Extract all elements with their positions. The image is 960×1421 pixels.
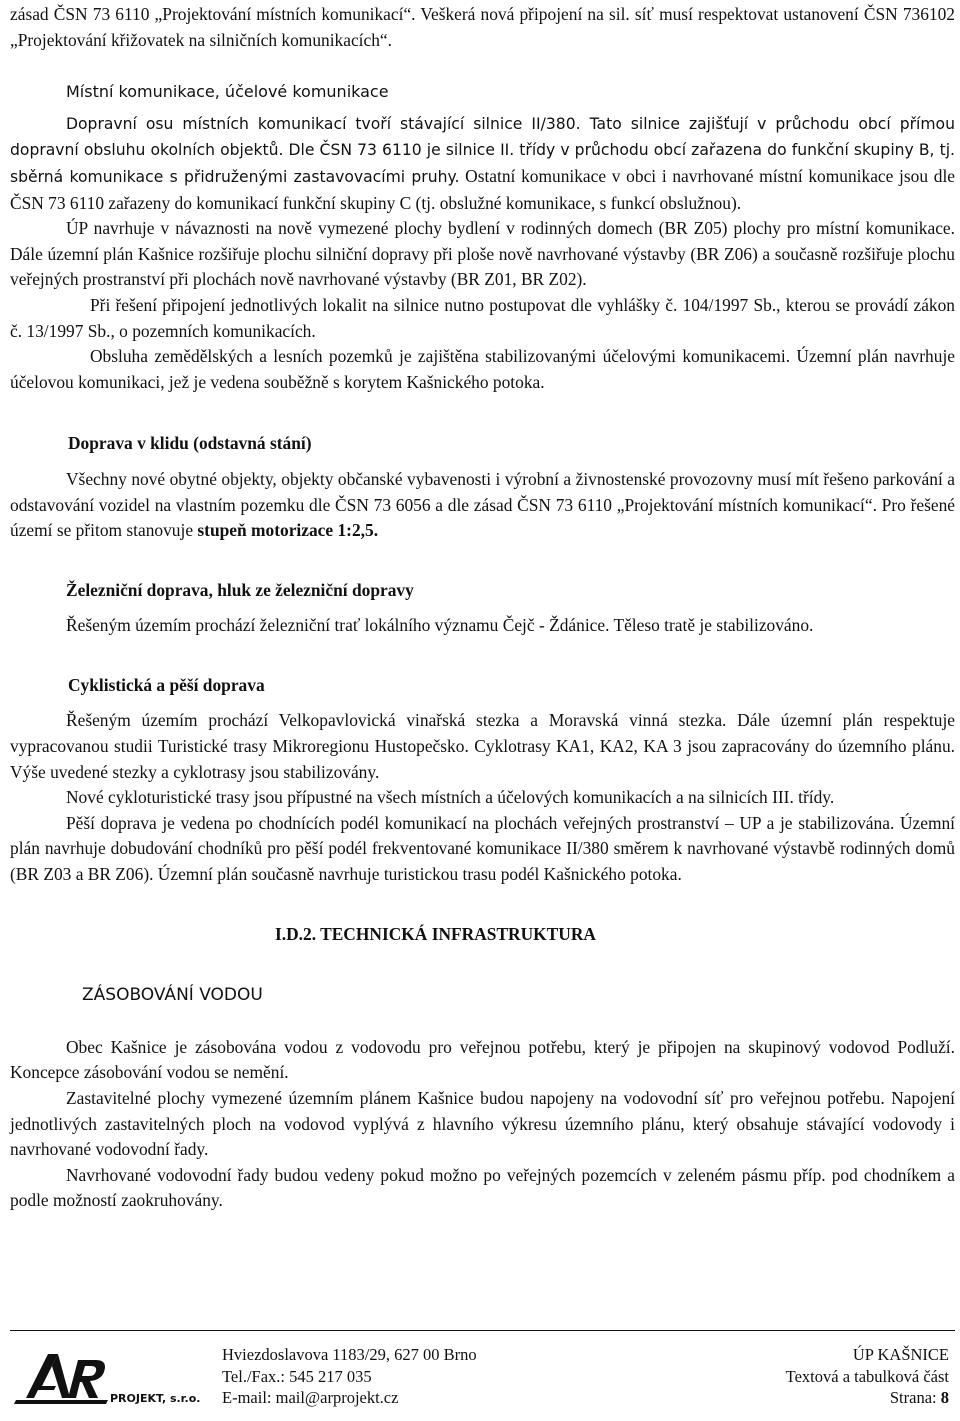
paragraph-dopravni-osa	[10, 111, 955, 216]
company-logo	[12, 1340, 222, 1410]
page-label: Strana:	[889, 1388, 941, 1407]
page-indicator	[786, 1387, 949, 1409]
page-number: 8	[940, 1388, 949, 1407]
heading-doprava-v-klidu: Doprava v klidu (odstavná stání)	[68, 433, 312, 454]
heading-cyklisticka-doprava: Cyklistická a pěší doprava	[68, 674, 265, 695]
heading-zeleznicni-doprava: Železniční doprava, hluk ze železniční dopravy	[66, 579, 414, 600]
document-info-block	[786, 1344, 949, 1409]
paragraph-vodovodni-rady: Navrhované vodovodní řady budou vedeny pokud možno po veřejných pozemcích v zeleném pásmu příp. pod chodníkem a podle možností zaokruhovány.	[10, 1164, 955, 1211]
paragraph-text-part: Tato silnice zajišťují v průchodu obcí přímou dopravní obsluhu okolních objektů. Dle ČSN 73 6110 je silnice II. třídy v průchodu obcí zařazena do funkční skupiny B, tj. sběrná komunikace s přidruženými zastavovacími pruhy.	[10, 114, 955, 186]
paragraph-cykloturisticke: Nové cykloturistické trasy jsou přípustné na všech místních a účelových komunikacích a na silnicích III. třídy.	[66, 787, 835, 808]
paragraph-intro: zásad ČSN 73 6110 „Projektování místních komunikací“. Veškerá nová připojení na sil. síť musí respektovat ustanovení ČSN 736102 „Projektování křižovatek na silničních komunikacích“.	[10, 4, 955, 50]
company-address-block	[222, 1344, 477, 1409]
paragraph-pesi-doprava: Pěší doprava je vedena po chodnících podél komunikací na plochách veřejných prostranství – UP a je stabilizována. Územní plán navrhuje dobudování chodníků pro pěší podél frekventované komunikace II/380 směrem k navrhované výstavbě rodinných domů (BR Z03 a BR Z06). Územní plán současně navrhuje turistickou trasu podél Kašnického potoka.	[10, 812, 955, 885]
heading-zasobovani-vodou: ZÁSOBOVÁNÍ VODOU	[82, 985, 263, 1006]
paragraph-text-part: Dopravní osu místních komunikací tvoří stávající silnice II/380.	[66, 114, 581, 133]
heading-technicka-infrastruktura: I.D.2. TECHNICKÁ INFRASTRUKTURA	[275, 923, 596, 944]
paragraph-parkovani	[10, 467, 955, 544]
paragraph-stezky: Řešeným územím prochází Velkopavlovická vinařská stezka a Moravská vinná stezka. Dále územní plán respektuje vypracovanou studii Turistické trasy Mikroregionu Hustopečsko. Cyklotrasy KA1, KA2, KA 3 jsou zapracovány do územního plánu. Výše uvedené stezky a cyklotrasy jsou stabilizovány.	[10, 710, 955, 782]
phone-line: Tel./Fax.: 545 217 035	[222, 1366, 372, 1386]
paragraph-obec-kasnice: Obec Kašnice je zásobována vodou z vodovodu pro veřejnou potřebu, který je připojen na skupinový vodovod Podluží. Koncepce zásobování vodou se nemění.	[10, 1036, 955, 1083]
logo-company-name: PROJEKT, s.r.o.	[110, 1392, 201, 1405]
paragraph-up-navrhuje: ÚP navrhuje v návaznosti na nově vymezené plochy bydlení v rodinných domech (BR Z05) plochy pro místní komunikace. Dále územní plán Kašnice rozšiřuje plochu silniční dopravy při ploše nově navrhované výstavby (BR Z06) a současně rozšiřuje plochu veřejných prostranství při plochách nově navrhované výstavby (BR Z01, BR Z02).	[10, 218, 955, 290]
paragraph-text-part: Všechny nové obytné objekty, objekty občanské vybavenosti i výrobní a živnostenské provozovny musí mít řešeno parkování a odstavování vozidel na vlastním pozemku dle ČSN 73 6056 a dle zásad ČSN 73 6110 „Projektování místních komunikací“. Pro řešené území se přitom stanovuje	[10, 468, 955, 541]
heading-mistni-komunikace: Místní komunikace, účelové komunikace	[66, 82, 389, 102]
project-name: ÚP KAŠNICE	[852, 1345, 949, 1364]
document-part: Textová a tabulková část	[785, 1366, 949, 1386]
paragraph-obsluha: Obsluha zemědělských a lesních pozemků je zajištěna stabilizovanými účelovými komunikacemi. Územní plán navrhuje účelovou komunikaci, jež je vedena souběžně s korytem Kašnického potoka.	[10, 346, 955, 392]
stupen-motorizace: stupeň motorizace 1:2,5.	[197, 520, 379, 541]
page-footer	[10, 1330, 955, 1420]
document-page	[10, 0, 955, 1214]
footer-divider	[10, 1330, 955, 1331]
email-line: E-mail: mail@arprojekt.cz	[222, 1388, 399, 1407]
paragraph-zastavitelne-plochy: Zastavitelné plochy vymezené územním plánem Kašnice budou napojeny na vodovodní síť pro veřejnou potřebu. Napojení jednotlivých zastavitelných ploch na vodovod vyplývá z hlavního výkresu územního plánu, který obsahuje stávající vodovody i navrhované vodovodní řady.	[10, 1088, 955, 1160]
paragraph-text-part: Ostatní komunikace v obci i navrhované místní komunikace jsou dle ČSN 73 6110 zařazeny do komunikací funkční skupiny C (tj. obslužné komunikace, s funkcí obslužnou).	[10, 165, 955, 213]
paragraph-pripojeni: Při řešení připojení jednotlivých lokalit na silnice nutno postupovat dle vyhlášky č. 104/1997 Sb., kterou se provádí zákon č. 13/1997 Sb., o pozemních komunikacích.	[10, 294, 955, 341]
address-line: Hviezdoslavova 1183/29, 627 00 Brno	[222, 1345, 477, 1364]
paragraph-zeleznice: Řešeným územím prochází železniční trať lokálního významu Čejč - Ždánice. Těleso tratě je stabilizováno.	[66, 615, 814, 636]
